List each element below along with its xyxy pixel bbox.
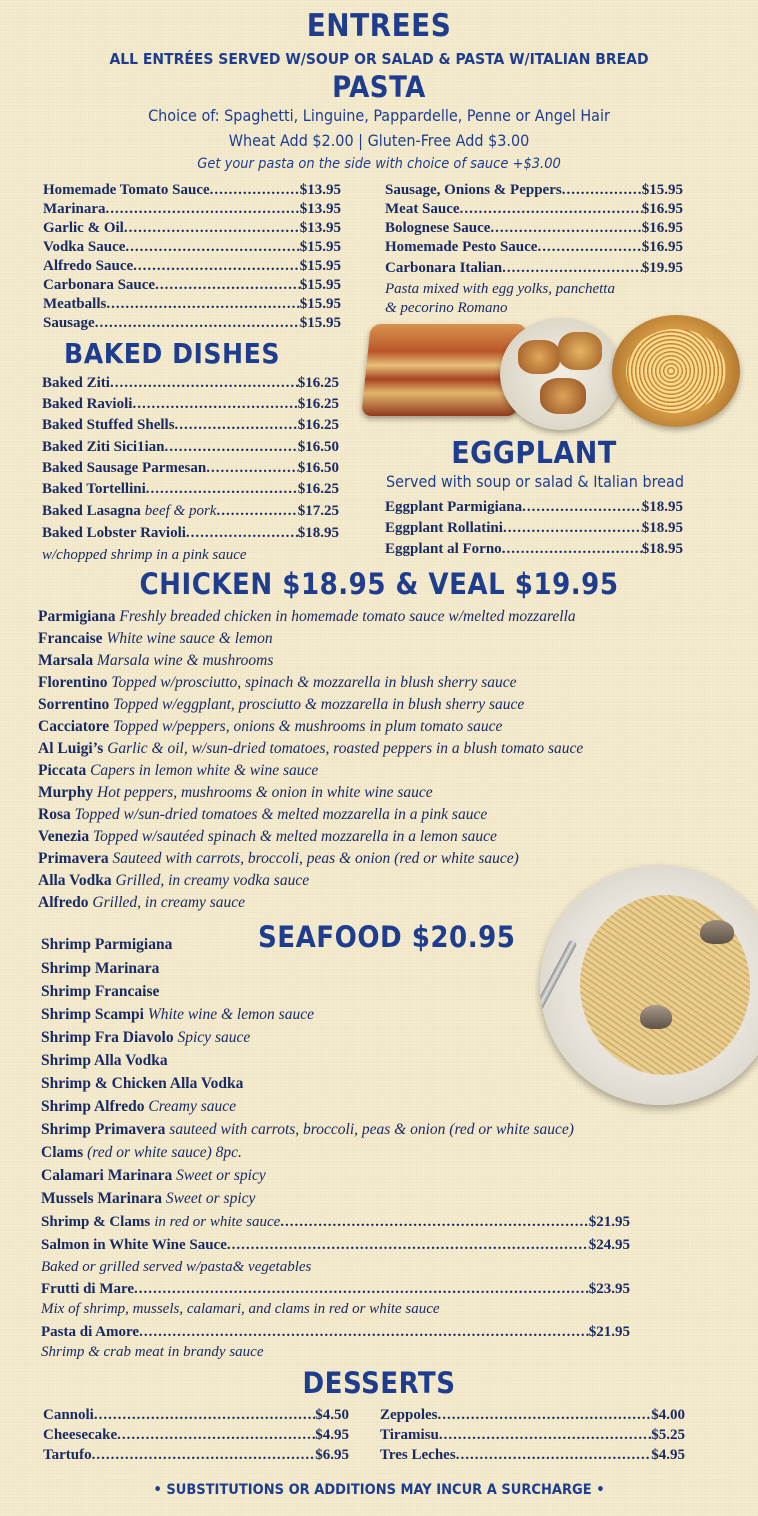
item-price: $24.95 [588, 1237, 630, 1253]
item-name: Murphy [38, 784, 94, 801]
item-name: Eggplant al Forno [385, 541, 502, 557]
item-name: Baked Lasagna [42, 503, 141, 519]
item-name: Sausage, Onions & Peppers [385, 182, 562, 198]
item-name: Garlic & Oil [43, 220, 124, 236]
item-name: Homemade Tomato Sauce [43, 182, 210, 198]
item-price: $4.00 [651, 1407, 685, 1423]
leader-dots [95, 314, 300, 333]
item-description: in red or white sauce [154, 1214, 281, 1230]
item-name: Meatballs [43, 296, 107, 312]
item-name: Shrimp Alla Vodka [41, 1052, 168, 1069]
item-price: $16.95 [641, 220, 683, 236]
item-price: $13.95 [299, 220, 341, 236]
menu-item [42, 459, 339, 478]
leader-dots [502, 540, 642, 559]
item-price: $16.25 [297, 417, 339, 433]
item-name: Cacciatore [38, 718, 110, 735]
leader-dots [460, 200, 642, 219]
leader-dots [165, 438, 298, 457]
menu-item [42, 374, 339, 393]
item-description: Baked or grilled served w/pasta& vegetables [41, 1259, 312, 1275]
item-price: $18.95 [641, 499, 683, 515]
item-name: Sausage [43, 315, 95, 331]
entrees-title: ENTREES [306, 8, 452, 44]
leader-dots [132, 395, 297, 414]
menu-item [43, 200, 341, 219]
item-name: Rosa [38, 806, 71, 823]
list-item [38, 606, 576, 628]
menu-item [43, 238, 341, 257]
leader-dots [133, 257, 300, 276]
item-name: Calamari Marinara [41, 1167, 173, 1184]
item-name: Pasta di Amore [41, 1324, 140, 1340]
menu-item [43, 219, 341, 238]
item-description: Shrimp & crab meat in brandy sauce [41, 1344, 264, 1360]
list-item [41, 1027, 250, 1049]
item-description: Grilled, in creamy vodka sauce [115, 872, 310, 889]
item-price: $13.95 [299, 182, 341, 198]
item-description: (red or white sauce) 8pc. [87, 1144, 242, 1161]
item-name: Meat Sauce [385, 201, 460, 217]
item-description: White wine sauce & lemon [106, 630, 273, 647]
item-description: White wine & lemon sauce [147, 1006, 314, 1023]
item-name: Baked Ziti Sici1ian [42, 439, 165, 455]
menu-item [42, 480, 339, 499]
item-name: Shrimp Scampi [41, 1006, 144, 1023]
menu-item [43, 1406, 349, 1425]
item-name: Eggplant Rollatini [385, 520, 503, 536]
chicken-veal-title: CHICKEN $18.95 & VEAL $19.95 [139, 567, 619, 601]
list-item [41, 1188, 255, 1210]
leader-dots [522, 498, 642, 517]
item-description: Pasta mixed with egg yolks, panchetta [385, 281, 615, 297]
menu-item [380, 1406, 685, 1425]
item-description: Topped w/eggplant, prosciutto & mozzarella in blush sherry sauce [113, 696, 525, 713]
item-name: Alfredo [38, 894, 89, 911]
leader-dots [186, 524, 298, 543]
item-name: Tartufo [43, 1447, 92, 1463]
linguine-clams-photo [540, 865, 758, 1105]
leader-dots [125, 238, 299, 257]
menu-item [385, 219, 683, 238]
item-name: Venezia [38, 828, 90, 845]
menu-item [42, 395, 339, 414]
pasta-side-note: Get your pasta on the side with choice of sauce +$3.00 [197, 156, 561, 172]
menu-item [43, 1426, 349, 1445]
item-price: $15.95 [299, 258, 341, 274]
item-name: Homemade Pesto Sauce [385, 239, 538, 255]
list-item [38, 826, 497, 848]
leader-dots [562, 181, 642, 200]
item-name: Alla Vodka [38, 872, 112, 889]
item-price: $4.50 [315, 1407, 349, 1423]
item-description: Sweet or spicy [176, 1167, 266, 1184]
item-price: $19.95 [641, 260, 683, 276]
spaghetti-photo [612, 315, 740, 427]
eggplant-title: EGGPLANT [451, 436, 617, 471]
list-item [38, 870, 309, 892]
desserts-title: DESSERTS [302, 1366, 456, 1400]
item-price: $16.95 [641, 239, 683, 255]
leader-dots [280, 1213, 588, 1232]
item-name: Al Luigi’s [38, 740, 104, 757]
leader-dots [146, 480, 298, 499]
item-description: Hot peppers, mushrooms & onion in white wine sauce [97, 784, 433, 801]
leader-dots [216, 502, 297, 521]
item-description: w/chopped shrimp in a pink sauce [42, 547, 247, 563]
menu-item [385, 238, 683, 257]
leader-dots [206, 459, 298, 478]
item-description: Creamy sauce [148, 1098, 237, 1115]
item-price: $4.95 [651, 1447, 685, 1463]
menu-item [385, 181, 683, 200]
leader-dots [134, 1280, 589, 1299]
item-name: Tiramisu [380, 1427, 439, 1443]
menu-item [41, 1323, 630, 1342]
leader-dots [110, 374, 298, 393]
item-name: Marsala [38, 652, 94, 669]
item-price: $17.25 [297, 503, 339, 519]
item-price: $5.25 [651, 1427, 685, 1443]
list-item [41, 981, 159, 1003]
item-price: $6.95 [315, 1447, 349, 1463]
list-item [41, 1096, 236, 1118]
item-name: Carbonara Sauce [43, 277, 156, 293]
list-item [38, 804, 487, 826]
item-name: Baked Lobster Ravioli [42, 525, 186, 541]
surcharge-footer: • SUBSTITUTIONS OR ADDITIONS MAY INCUR A SURCHARGE • [153, 1482, 605, 1498]
item-name: Carbonara Italian [385, 260, 503, 276]
item-price: $15.95 [641, 182, 683, 198]
menu-item [41, 1213, 630, 1232]
item-name: Cannoli [43, 1407, 94, 1423]
list-item [41, 1050, 168, 1072]
item-description: Freshly breaded chicken in homemade tomato sauce w/melted mozzarella [119, 608, 576, 625]
leader-dots [439, 1426, 651, 1445]
item-description: Mix of shrimp, mussels, calamari, and clams in red or white sauce [41, 1301, 440, 1317]
item-name: Cheesecake [43, 1427, 118, 1443]
item-name: Parmigiana [38, 608, 116, 625]
item-price: $15.95 [299, 277, 341, 293]
list-item [41, 1004, 314, 1026]
list-item [41, 1073, 243, 1095]
item-description: Capers in lemon white & wine sauce [90, 762, 319, 779]
menu-item [41, 1236, 630, 1255]
menu-item [43, 181, 341, 200]
list-item [41, 934, 172, 956]
leader-dots [155, 276, 300, 295]
eggplant-subtitle: Served with soup or salad & Italian bread [386, 472, 684, 491]
list-item [38, 892, 245, 914]
list-item [38, 738, 583, 760]
list-item [38, 716, 502, 738]
pasta-choice: Choice of: Spaghetti, Linguine, Pappardelle, Penne or Angel Hair [148, 106, 610, 125]
item-price: $16.25 [297, 396, 339, 412]
menu-item [42, 502, 339, 521]
pasta-addons: Wheat Add $2.00 | Gluten-Free Add $3.00 [228, 131, 530, 150]
menu-item [43, 295, 341, 314]
item-name: Florentino [38, 674, 108, 691]
leader-dots [537, 238, 641, 257]
item-price: $21.95 [588, 1324, 630, 1340]
list-item [38, 760, 318, 782]
pasta-title: PASTA [332, 70, 426, 104]
list-item [38, 628, 273, 650]
item-name: Shrimp Marinara [41, 960, 160, 977]
item-description: Sweet or spicy [165, 1190, 256, 1207]
item-price: $18.95 [641, 520, 683, 536]
leader-dots [227, 1236, 589, 1255]
item-name: Baked Ravioli [42, 396, 133, 412]
entrees-subtitle: ALL ENTRÉES SERVED W/SOUP OR SALAD & PASTA W/ITALIAN BREAD [109, 50, 649, 68]
list-item [41, 1142, 242, 1164]
item-price: $16.95 [641, 201, 683, 217]
item-name: Shrimp Parmigiana [41, 936, 173, 953]
item-name: Baked Sausage Parmesan [42, 460, 207, 476]
leader-dots [175, 416, 298, 435]
leader-dots [438, 1406, 652, 1425]
leader-dots [210, 181, 300, 200]
menu-item [385, 540, 683, 559]
item-description: Spicy sauce [177, 1029, 251, 1046]
item-price: $18.95 [297, 525, 339, 541]
item-name: Francaise [38, 630, 103, 647]
menu-item [42, 524, 339, 543]
list-item [41, 1165, 266, 1187]
item-price: $13.95 [299, 201, 341, 217]
item-description: sauteed with carrots, broccoli, peas & onion (red or white sauce) [169, 1121, 574, 1138]
leader-dots [105, 200, 299, 219]
menu-item [42, 438, 339, 457]
leader-dots [456, 1446, 652, 1465]
item-description: Topped w/peppers, onions & mushrooms in plum tomato sauce [113, 718, 503, 735]
item-description: Marsala wine & mushrooms [96, 652, 274, 669]
item-name: Bolognese Sauce [385, 220, 491, 236]
item-name: Shrimp Francaise [41, 983, 160, 1000]
item-name: Baked Tortellini [42, 481, 146, 497]
leader-dots [139, 1323, 589, 1342]
menu-item [385, 200, 683, 219]
menu-item [385, 498, 683, 517]
item-name: Salmon in White Wine Sauce [41, 1237, 227, 1253]
menu-item [43, 314, 341, 333]
menu-item [41, 1280, 630, 1299]
item-name: Shrimp & Chicken Alla Vodka [41, 1075, 244, 1092]
leader-dots [92, 1446, 316, 1465]
item-name: Sorrentino [38, 696, 110, 713]
item-description: beef & pork [144, 503, 217, 519]
item-price: $15.95 [299, 239, 341, 255]
item-name: Alfredo Sauce [43, 258, 134, 274]
item-description: Topped w/prosciutto, spinach & mozzarella in blush sherry sauce [111, 674, 517, 691]
menu-item [380, 1426, 685, 1445]
item-name: Primavera [38, 850, 109, 867]
menu-item [385, 259, 683, 278]
item-name: Clams [41, 1144, 84, 1161]
seafood-title: SEAFOOD $20.95 [258, 920, 516, 954]
item-price: $21.95 [588, 1214, 630, 1230]
item-description: Sauteed with carrots, broccoli, peas & onion (red or white sauce) [112, 850, 519, 867]
item-description: Garlic & oil, w/sun-dried tomatoes, roasted peppers in a blush tomato sauce [107, 740, 584, 757]
list-item [41, 1119, 574, 1141]
item-name: Shrimp & Clams [41, 1214, 151, 1230]
item-name: Tres Leches [380, 1447, 456, 1463]
item-price: $18.95 [641, 541, 683, 557]
list-item [38, 694, 524, 716]
item-name: Marinara [43, 201, 106, 217]
menu-item [43, 257, 341, 276]
item-description: Grilled, in creamy sauce [92, 894, 246, 911]
leader-dots [503, 519, 642, 538]
leader-dots [117, 1426, 315, 1445]
item-description: Topped w/sautéed spinach & melted mozzarella in a lemon sauce [92, 828, 497, 845]
item-name: Vodka Sauce [43, 239, 126, 255]
list-item [38, 782, 433, 804]
leader-dots [94, 1406, 315, 1425]
chicken-plate-photo [500, 318, 622, 430]
item-price: $16.50 [297, 460, 339, 476]
menu-item [42, 416, 339, 435]
leader-dots [124, 219, 300, 238]
item-name: Baked Ziti [42, 375, 110, 391]
item-name: Shrimp Alfredo [41, 1098, 145, 1115]
item-price: $15.95 [299, 315, 341, 331]
leader-dots [106, 295, 299, 314]
item-price: $15.95 [299, 296, 341, 312]
menu-item [43, 1446, 349, 1465]
item-price: $4.95 [315, 1427, 349, 1443]
item-name: Shrimp Primavera [41, 1121, 166, 1138]
item-price: $16.50 [297, 439, 339, 455]
item-name: Baked Stuffed Shells [42, 417, 175, 433]
item-name: Frutti di Mare [41, 1281, 135, 1297]
item-name: Shrimp Fra Diavolo [41, 1029, 174, 1046]
menu-item [385, 519, 683, 538]
leader-dots [502, 259, 642, 278]
menu-item [380, 1446, 685, 1465]
list-item [41, 958, 159, 980]
item-price: $16.25 [297, 375, 339, 391]
item-description: & pecorino Romano [385, 300, 508, 316]
item-name: Piccata [38, 762, 87, 779]
list-item [38, 650, 273, 672]
leader-dots [490, 219, 641, 238]
menu-item [43, 276, 341, 295]
item-name: Eggplant Parmigiana [385, 499, 523, 515]
item-price: $16.25 [297, 481, 339, 497]
item-name: Mussels Marinara [41, 1190, 162, 1207]
item-name: Zeppoles [380, 1407, 438, 1423]
baked-title: BAKED DISHES [64, 337, 280, 370]
item-description: Topped w/sun-dried tomatoes & melted mozzarella in a pink sauce [74, 806, 488, 823]
list-item [38, 672, 517, 694]
item-price: $23.95 [588, 1281, 630, 1297]
list-item [38, 848, 519, 870]
